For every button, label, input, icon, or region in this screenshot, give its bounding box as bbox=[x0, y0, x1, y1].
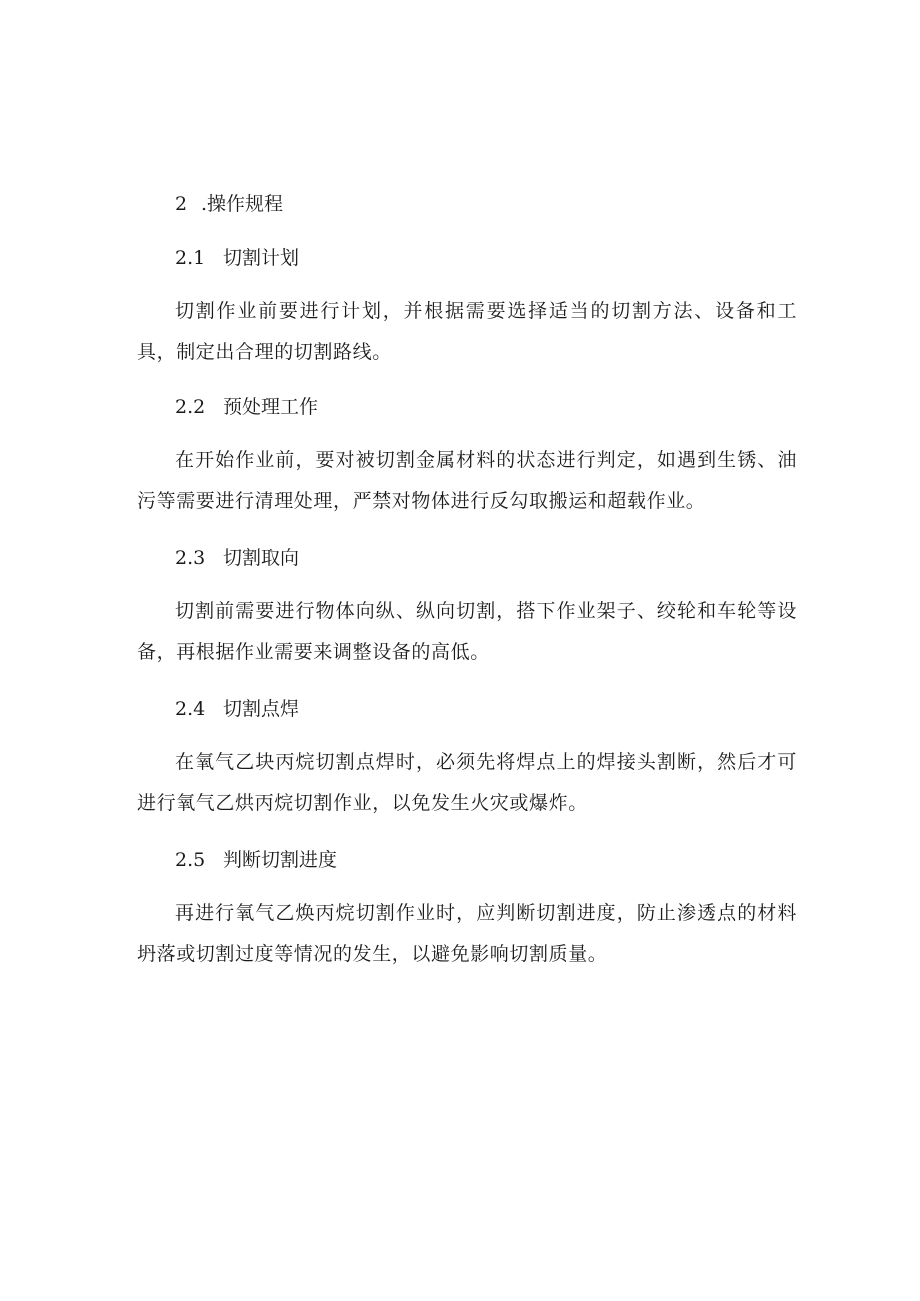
subsection-title: 切割取向 bbox=[223, 547, 300, 569]
section-heading bbox=[175, 192, 283, 216]
subsection-title: 切割计划 bbox=[223, 247, 300, 269]
subsection-title: 切割点焊 bbox=[223, 698, 300, 720]
subsection-number: 2.5 bbox=[175, 849, 206, 871]
subsection-title: 预处理工作 bbox=[223, 396, 319, 418]
subsection-number: 2.2 bbox=[175, 396, 206, 418]
paragraph-2-2: 在开始作业前，要对被切割金属材料的状态进行判定，如遇到生锈、油污等需要进行清理处理，严禁对物体进行反勾取搬运和超载作业。 bbox=[137, 449, 797, 512]
subsection-title: 判断切割进度 bbox=[223, 849, 338, 871]
subsection-number: 2.4 bbox=[175, 698, 206, 720]
subsection-heading-2-1 bbox=[175, 246, 299, 270]
paragraph-2-5: 再进行氧气乙焕丙烷切割作业时，应判断切割进度，防止渗透点的材料坍落或切割过度等情况的发生，以避免影响切割质量。 bbox=[137, 902, 797, 965]
section-number: 2 bbox=[175, 193, 188, 215]
paragraph-2-1: 切割作业前要进行计划，并根据需要选择适当的切割方法、设备和工具，制定出合理的切割路线。 bbox=[137, 300, 797, 363]
subsection-heading-2-2 bbox=[175, 395, 318, 419]
subsection-number: 2.1 bbox=[175, 247, 206, 269]
paragraph-2-4: 在氧气乙块丙烷切割点焊时，必须先将焊点上的焊接头割断，然后才可进行氧气乙烘丙烷切割作业，以免发生火灾或爆炸。 bbox=[137, 751, 797, 814]
subsection-heading-2-4 bbox=[175, 697, 299, 721]
subsection-number: 2.3 bbox=[175, 547, 206, 569]
section-title: .操作规程 bbox=[201, 193, 284, 215]
subsection-heading-2-3 bbox=[175, 546, 299, 570]
subsection-heading-2-5 bbox=[175, 848, 337, 872]
paragraph-2-3: 切割前需要进行物体向纵、纵向切割，搭下作业架子、绞轮和车轮等设备，再根据作业需要来调整设备的高低。 bbox=[137, 600, 797, 663]
